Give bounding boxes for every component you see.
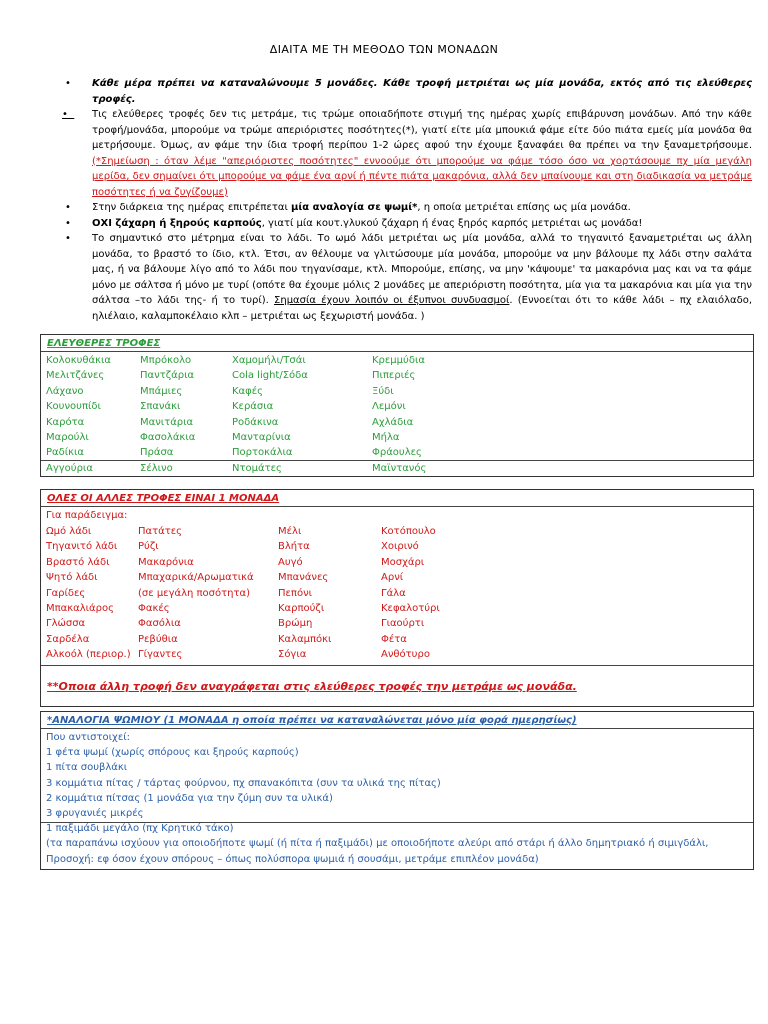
- food-item: Κοτόπουλο: [381, 526, 436, 537]
- food-item: Φασολάκια: [140, 431, 196, 443]
- food-item: Κεράσια: [232, 401, 274, 413]
- food-item: Μαρούλι: [46, 431, 89, 443]
- bullet-icon: •: [65, 233, 71, 244]
- food-item: Χοιρινό: [381, 541, 419, 553]
- grid-row: [46, 586, 440, 601]
- food-item: Χαμομήλι/Τσάι: [232, 355, 306, 366]
- food-item: Ροδάκινα: [232, 416, 279, 428]
- rule-text: Το σημαντικό στο μέτρημα είναι το λάδι. Το ωμό λάδι μετριέται ως μία μονάδα, αλλά το τηγανιτό ξαναμετριέται ως άλλη μονάδα, το βραστό το ίδιο, κτλ. Έτσι, αν θέλουμε να γλιτώσουμε μία μονάδα, μπορούμε να μην βάλουμε πχ λάδι στην σαλάτα μας, ή να βάλουμε λίγο από το λάδι που τηγανίσαμε, κτλ. Μπορούμε, επίσης, να μην 'κάψουμε' τα μακαρόνια μας και να τα φάμε μόνο με σάλτσα ή μόνο με τυρί (οπότε θα έχουμε μόλις 2 μονάδες με απεριόριστη ποσότητα, μία για τα μακαρόνια και μία για την σάλτσα –το λάδι της- ή το τυρί).: [92, 233, 752, 306]
- food-item: Φέτα: [381, 633, 407, 645]
- food-item: Πιπεριές: [372, 370, 416, 382]
- rule-text-end: . (Εννοείται ότι το κάθε λάδι – πχ ελαιόλαδο, ηλιέλαιο, καλαμποκέλαιο κλπ – μετριέται ως ξεχωριστή μονάδα. ): [92, 295, 752, 322]
- rule-underlined: Σημασία έχουν λοιπόν οι έξυπνοι συνδυασμοί: [274, 295, 510, 306]
- food-item: Καρότα: [46, 416, 85, 428]
- bread-list: [46, 730, 708, 867]
- rules-list: [62, 76, 752, 324]
- grid-row: [46, 415, 426, 430]
- food-item: (σε μεγάλη ποσότητα): [138, 587, 251, 599]
- food-item: Cola light/Σόδα: [232, 370, 308, 382]
- food-item: Μανταρίνια: [232, 431, 291, 443]
- free-foods-heading: ΕΛΕΥΘΕΡΕΣ ΤΡΟΦΕΣ: [47, 338, 161, 349]
- food-item: Καφές: [232, 385, 264, 397]
- free-foods-grid: [46, 353, 426, 476]
- unit-foods-intro: Για παράδειγμα:: [46, 510, 128, 521]
- food-item: Γλώσσα: [46, 618, 86, 630]
- grid-row: [46, 353, 426, 368]
- food-item: Πράσα: [140, 447, 174, 459]
- rule-item: [62, 200, 752, 216]
- food-item: Γάλα: [381, 587, 406, 599]
- unit-foods-box: [40, 489, 754, 707]
- food-item: Ψητό λάδι: [46, 572, 98, 584]
- food-item: Ωμό λάδι: [46, 526, 92, 537]
- rule-item: [62, 107, 752, 200]
- food-item: Λεμόνι: [372, 401, 406, 413]
- food-item: Ρεβύθια: [138, 633, 178, 645]
- grid-row: [46, 399, 426, 414]
- rule-item: [62, 216, 752, 232]
- food-item: Γαρίδες: [46, 587, 86, 599]
- food-item: Πορτοκάλια: [232, 447, 293, 459]
- food-item: Τηγανιτό λάδι: [46, 541, 118, 553]
- bullet-icon: •: [62, 109, 75, 120]
- grid-row: [46, 601, 440, 616]
- bread-line: 1 πίτα σουβλάκι: [46, 762, 128, 774]
- food-item: Κεφαλοτύρι: [381, 602, 440, 614]
- bread-line: Προσοχή: εφ όσον έχουν σπόρους – όπως πολύσπορα ψωμιά ή σουσάμι, μετράμε επιπλέον μονάδα): [46, 853, 539, 865]
- rule-text-end: , γιατί μία κουτ.γλυκού ζάχαρη ή ένας ξηρός καρπός μετριέται ως μονάδα!: [261, 217, 643, 229]
- food-item: Πατάτες: [138, 526, 183, 537]
- bread-portion-box: [40, 711, 754, 870]
- food-item: Καρπούζι: [278, 602, 325, 614]
- food-item: Αγγούρια: [46, 462, 93, 474]
- grid-row: [46, 384, 426, 399]
- grid-row: [46, 555, 440, 570]
- grid-row: [46, 430, 426, 445]
- free-foods-box: [40, 334, 754, 477]
- food-item: Μακαρόνια: [138, 556, 194, 568]
- food-item: Σπανάκι: [140, 401, 181, 413]
- bread-line: (τα παραπάνω ισχύουν για οποιοδήποτε ψωμί (ή πίτα ή παξιμάδι) με οποιοδήποτε αλεύρι από στάρι ή άλλο δημητριακό ή σιμιγδάλι,: [46, 838, 709, 850]
- food-item: Βλήτα: [278, 541, 310, 553]
- food-item: Αυγό: [278, 556, 303, 568]
- bread-line: Που αντιστοιχεί:: [46, 732, 130, 743]
- rule-item: [62, 231, 752, 324]
- rule-text: Στην διάρκεια της ημέρας επιτρέπεται: [92, 202, 292, 213]
- food-item: Γίγαντες: [138, 649, 183, 661]
- food-item: Ραδίκια: [46, 447, 84, 459]
- food-item: Ξύδι: [372, 385, 394, 397]
- bread-heading: *ΑΝΑΛΟΓΙΑ ΨΩΜΙΟΥ (1 ΜΟΝΑΔΑ η οποία πρέπει να καταναλώνεται μόνο μία φορά ημερησίως): [47, 715, 577, 726]
- food-item: Αλκοόλ (περιορ.): [46, 649, 131, 661]
- food-item: Μπρόκολο: [140, 355, 192, 366]
- food-item: Αρνί: [381, 572, 404, 584]
- grid-row: [46, 539, 440, 554]
- food-item: Καλαμπόκι: [278, 633, 332, 645]
- food-item: Μπαχαρικά/Αρωματικά: [138, 572, 254, 584]
- food-item: Μήλα: [372, 431, 400, 443]
- grid-row: [46, 632, 440, 647]
- grid-row: [46, 570, 440, 585]
- food-item: Μπάμιες: [140, 385, 183, 397]
- grid-row: [46, 647, 440, 662]
- food-item: Μέλι: [278, 526, 302, 537]
- food-item: Μαϊντανός: [372, 462, 427, 474]
- grid-row: [46, 616, 440, 631]
- rule-emphasis: ΟΧΙ ζάχαρη ή ξηρούς καρπούς: [92, 217, 262, 229]
- food-item: Σέλινο: [140, 462, 173, 474]
- food-item: Μανιτάρια: [140, 416, 194, 428]
- page-title: ΔΙΑΙΤΑ ΜΕ ΤΗ ΜΕΘΟΔΟ ΤΩΝ ΜΟΝΑΔΩΝ: [269, 43, 499, 56]
- food-item: Φακές: [138, 602, 170, 614]
- bread-line: 2 κομμάτια πίτσας (1 μονάδα για την ζύμη συν τα υλικά): [46, 792, 333, 804]
- rule-emphasis: μία αναλογία σε ψωμί*: [291, 202, 418, 213]
- rule-text: Τις ελεύθερες τροφές δεν τις μετράμε, τις τρώμε οποιαδήποτε στιγμή της ημέρας χωρίς επιβάρυνση μονάδων. Από την κάθε τροφή/μονάδα, μπορούμε να τρώμε απεριόριστες ποσότητες(*), γιατί είτε μία μπουκιά φάμε είτε δύο πιάτα εμείς μία μονάδα θα μετρήσουμε. Όμως, αν φάμε την ίδια τροφή περίπου 1-2 ώρες αφού την έχουμε ξαναφάει θα πρέπει να την ξαναμετρήσουμε.: [92, 109, 752, 151]
- grid-row: [46, 368, 426, 383]
- food-item: Μπακαλιάρος: [46, 602, 114, 614]
- grid-row: [46, 461, 426, 476]
- rule-text-end: , η οποία μετριέται επίσης ως μία μονάδα.: [417, 202, 631, 213]
- food-item: Ρύζι: [138, 541, 159, 553]
- food-item: Φράουλες: [372, 447, 422, 459]
- grid-row: [46, 524, 440, 539]
- unit-foods-heading: ΟΛΕΣ ΟΙ ΑΛΛΕΣ ΤΡΟΦΕΣ ΕΙΝΑΙ 1 ΜΟΝΑΔΑ: [47, 493, 280, 504]
- food-item: Σόγια: [278, 649, 307, 661]
- grid-row: [46, 445, 426, 460]
- food-item: Μοσχάρι: [381, 556, 425, 568]
- bread-line: 3 φρυγανιές μικρές: [46, 808, 144, 820]
- food-item: Κουνουπίδι: [46, 401, 101, 413]
- bullet-icon: •: [65, 202, 71, 213]
- food-item: Πεπόνι: [278, 587, 313, 599]
- bread-line: 1 παξιμάδι μεγάλο (πχ Κρητικό τάκο): [46, 823, 234, 835]
- food-item: Μπανάνες: [278, 572, 329, 584]
- food-item: Ντομάτες: [232, 462, 282, 474]
- food-item: Μελιτζάνες: [46, 370, 105, 382]
- food-item: Ανθότυρο: [381, 649, 430, 661]
- bread-line: 1 φέτα ψωμί (χωρίς σπόρους και ξηρούς καρπούς): [46, 747, 299, 759]
- bread-line: 3 κομμάτια πίτας / τάρτας φούρνου, πχ σπανακόπιτα (συν τα υλικά της πίτας): [46, 777, 441, 789]
- food-item: Βραστό λάδι: [46, 556, 110, 568]
- food-item: Λάχανο: [46, 385, 84, 397]
- rule-item: [62, 76, 752, 107]
- food-item: Φασόλια: [138, 618, 181, 630]
- unit-foods-grid: [46, 524, 440, 663]
- bullet-icon: •: [65, 217, 71, 229]
- food-item: Κολοκυθάκια: [46, 355, 111, 366]
- rule-text: Κάθε μέρα πρέπει να καταναλώνουμε 5 μονάδες. Κάθε τροφή μετριέται ως μία μονάδα, εκτός από τις ελεύθερες τροφές.: [92, 78, 752, 105]
- food-item: Σαρδέλα: [46, 633, 90, 645]
- food-item: Γιαούρτι: [381, 618, 425, 630]
- food-item: Κρεμμύδια: [372, 355, 425, 366]
- food-item: Βρώμη: [278, 618, 313, 630]
- unit-foods-note: **Οποια άλλη τροφή δεν αναγράφεται στις ελεύθερες τροφές την μετράμε ως μονάδα.: [47, 680, 577, 693]
- food-item: Παντζάρια: [140, 370, 195, 382]
- food-item: Αχλάδια: [372, 416, 414, 428]
- bullet-icon: •: [65, 78, 71, 89]
- rule-note: (*Σημείωση : όταν λέμε "απεριόριστες ποσότητες" εννοούμε ότι μπορούμε να φάμε τόσο όσο να χορτάσουμε πχ μία μεγάλη μερίδα, δεν σημαίνει ότι μπορούμε να φάμε ένα αρνί ή πέντε πιάτα μακαρόνια, αλλά δεν μπαίνουμε και στη διαδικασία να μετράμε ποσότητες ή να ζυγίζουμε): [92, 155, 752, 198]
